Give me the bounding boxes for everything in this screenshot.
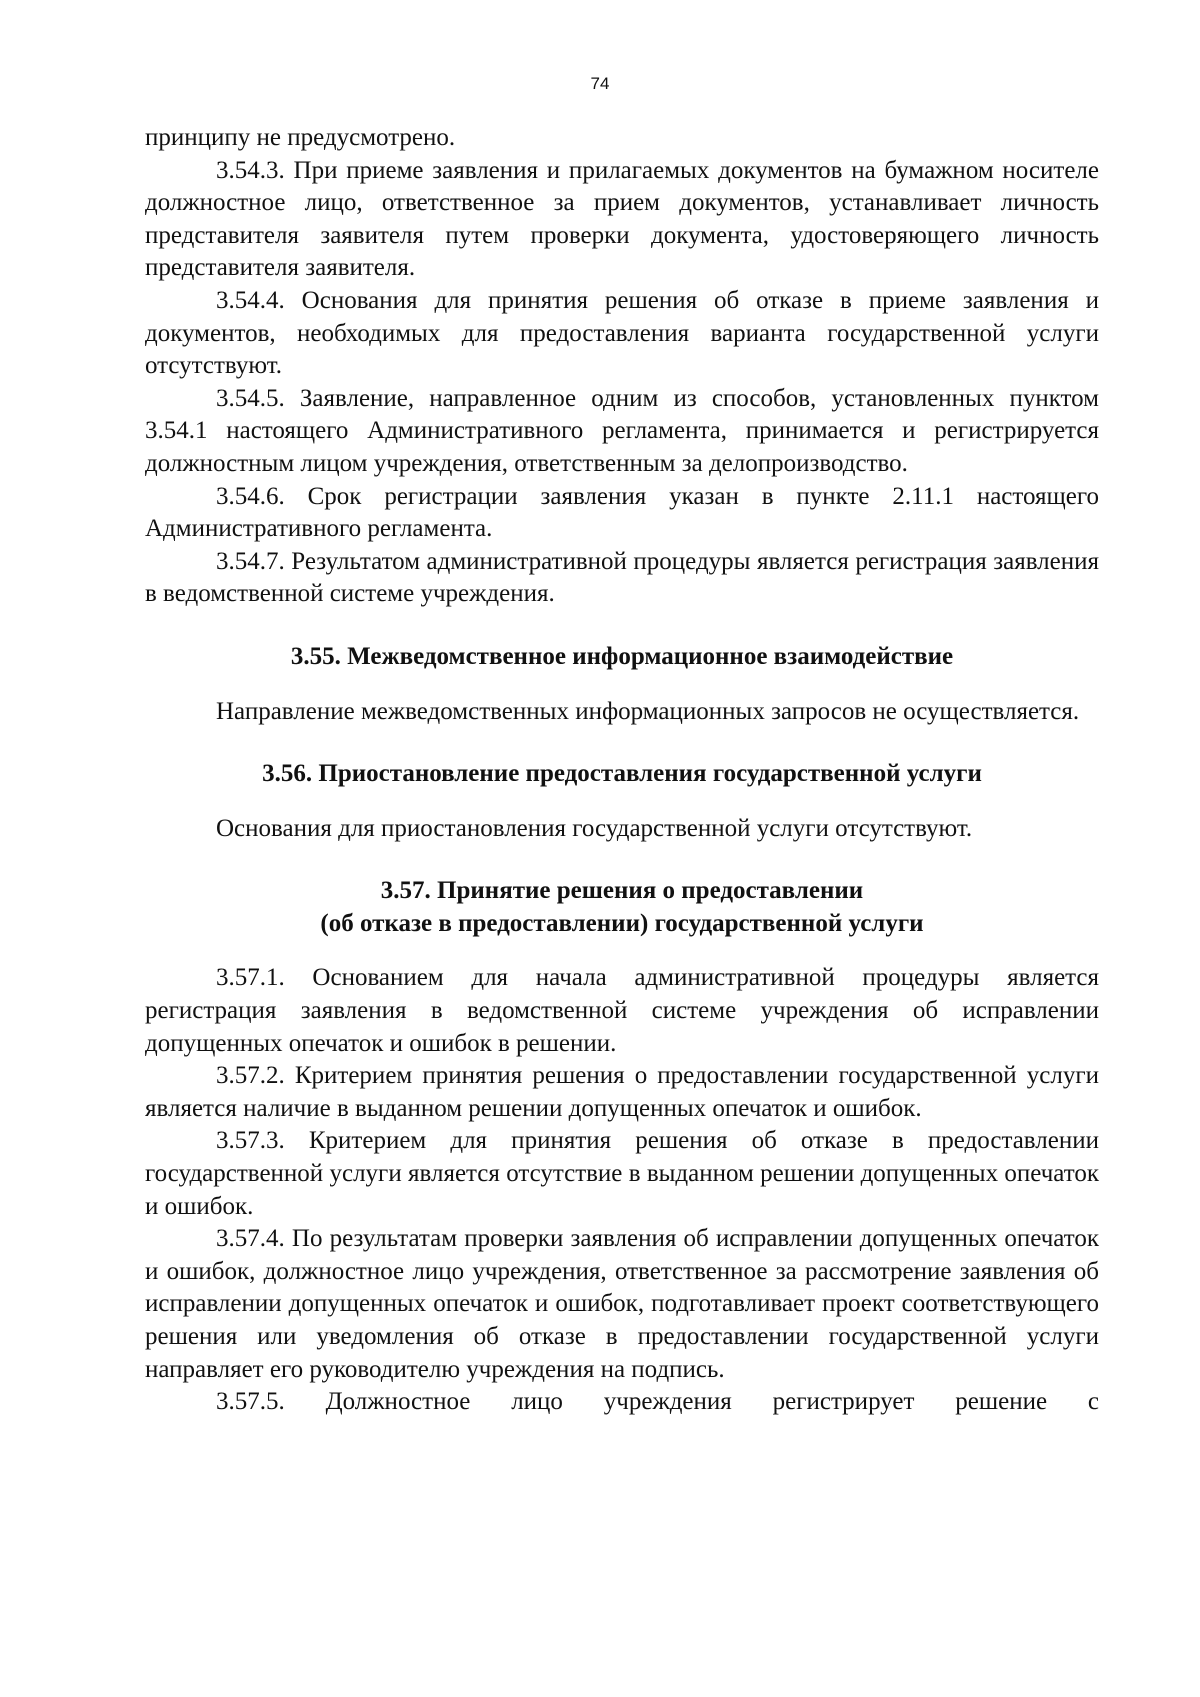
section-heading-3-56: 3.56. Приостановление предоставления государственной услуги — [262, 760, 982, 788]
paragraph-3-56: Основания для приостановления государственной услуги отсутствуют. — [216, 814, 973, 842]
paragraph-3-55: Направление межведомственных информационных запросов не осуществляется. — [216, 697, 1080, 725]
section-heading-3-57-line-2: (об отказе в предоставлении) государственной услуги — [320, 909, 924, 937]
paragraph-3-57-5: 3.57.5. Должностное лицо учреждения регистрирует решение с — [216, 1388, 1099, 1416]
paragraph-3-57-2: 3.57.2. Критерием принятия решения о предоставлении государственной услуги является наличие в выданном решении допущенных опечаток и ошибок. — [145, 1062, 1099, 1122]
paragraph-3-54-4: 3.54.4. Основания для принятия решения об отказе в приеме заявления и документов, необходимых для предоставления варианта государственной услуги отсутствуют. — [145, 286, 1099, 380]
page-number: 74 — [590, 74, 610, 93]
section-heading-3-57 — [145, 875, 1099, 940]
paragraph-3-57-1: 3.57.1. Основанием для начала административной процедуры является регистрация заявления в ведомственной системе учреждения об исправлении допущенных опечаток и ошибок в решении. — [145, 964, 1099, 1057]
paragraph-3-54-3: 3.54.3. При приеме заявления и прилагаемых документов на бумажном носителе должностное лицо, ответственное за прием документов, устанавливает личность представителя заявителя путем проверки документа, удостоверяющего личность представителя заявителя. — [145, 156, 1099, 282]
document-body — [145, 122, 1099, 1419]
paragraph-continuation: принципу не предусмотрено. — [145, 124, 456, 151]
section-heading-3-55: 3.55. Межведомственное информационное взаимодействие — [290, 642, 954, 670]
paragraph-3-54-6: 3.54.6. Срок регистрации заявления указан в пункте 2.11.1 настоящего Административного регламента. — [145, 482, 1099, 543]
paragraph-3-57-4: 3.57.4. По результатам проверки заявления об исправлении допущенных опечаток и ошибок, должностное лицо учреждения, ответственное за рассмотрение заявления об исправлении допущенных опечаток и ошибок, подготавливает проект соответствующего решения или уведомления об отказе в предоставлении государственной услуги направляет его руководителю учреждения на подпись. — [145, 1225, 1099, 1383]
paragraph-3-57-3: 3.57.3. Критерием для принятия решения об отказе в предоставлении государственной услуги является отсутствие в выданном решении допущенных опечаток и ошибок. — [145, 1127, 1099, 1220]
section-heading-3-57-line-1: 3.57. Принятие решения о предоставлении — [380, 877, 864, 905]
paragraph-3-54-7: 3.54.7. Результатом административной процедуры является регистрация заявления в ведомственной системе учреждения. — [145, 547, 1099, 608]
paragraph-3-54-5: 3.54.5. Заявление, направленное одним из способов, установленных пунктом 3.54.1 настоящего Административного регламента, принимается и регистрируется должностным лицом учреждения, ответственным за делопроизводство. — [145, 384, 1099, 477]
